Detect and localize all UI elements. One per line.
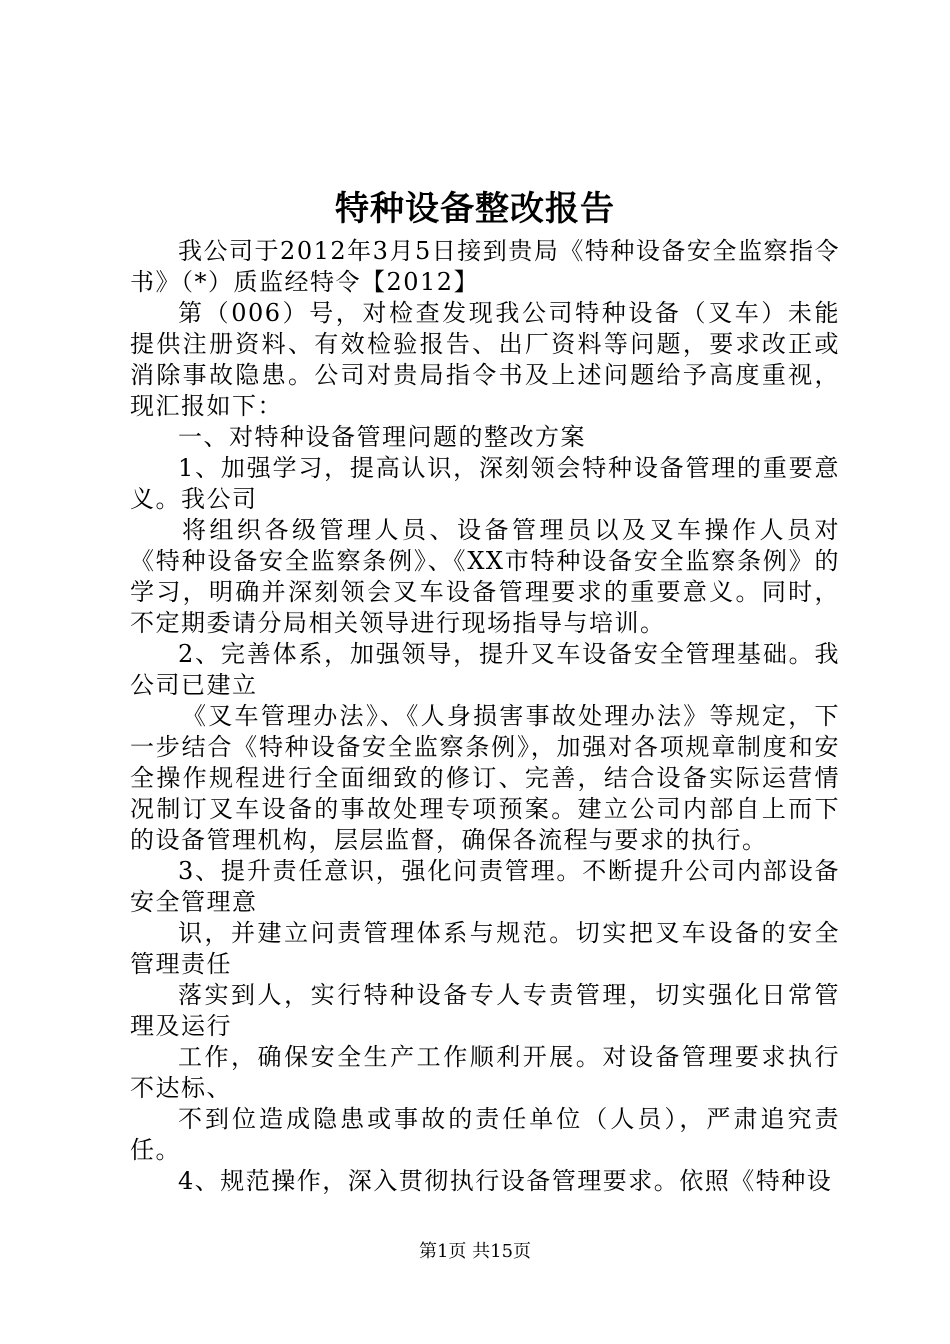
paragraph: 将组织各级管理人员、设备管理员以及叉车操作人员对《特种设备安全监察条例》、《XX市特种设备安全监察条例》的学习，明确并深刻领会叉车设备管理要求的重要意义。同时，不定期委请分局相关领导进行现场指导与培训。 (130, 516, 840, 637)
paragraph: 第（006）号，对检查发现我公司特种设备（叉车）未能提供注册资料、有效检验报告、出厂资料等问题，要求改正或消除事故隐患。公司对贵局指令书及上述问题给予高度重视，现汇报如下： (130, 299, 840, 420)
paragraph: 4、规范操作，深入贯彻执行设备管理要求。依照《特种设 (178, 1167, 833, 1195)
section-heading: 一、对特种设备管理问题的整改方案 (178, 423, 586, 451)
paragraph: 识，并建立问责管理体系与规范。切实把叉车设备的安全管理责任 (130, 919, 840, 978)
document-title: 特种设备整改报告 (335, 189, 615, 229)
paragraph: 2、完善体系，加强领导，提升叉车设备安全管理基础。我公司已建立 (130, 640, 840, 699)
paragraph: 1、加强学习，提高认识，深刻领会特种设备管理的重要意义。我公司 (130, 454, 840, 513)
paragraph: 3、提升责任意识，强化问责管理。不断提升公司内部设备安全管理意 (130, 857, 840, 916)
paragraph: 我公司于2012年3月5日接到贵局《特种设备安全监察指令书》（*）质监经特令【2012】 (130, 237, 840, 296)
page-number-label: 第1页 共15页 (418, 1241, 532, 1262)
paragraph: 《叉车管理办法》、《人身损害事故处理办法》等规定，下一步结合《特种设备安全监察条例》，加强对各项规章制度和安全操作规程进行全面细致的修订、完善，结合设备实际运营情况制订叉车设备的事故处理专项预案。建立公司内部自上而下的设备管理机构，层层监督，确保各流程与要求的执行。 (130, 702, 840, 854)
document-body (130, 236, 840, 1197)
paragraph: 工作，确保安全生产工作顺利开展。对设备管理要求执行不达标、 (130, 1043, 840, 1102)
paragraph: 不到位造成隐患或事故的责任单位（人员），严肃追究责任。 (130, 1105, 840, 1164)
page-footer (0, 1240, 950, 1264)
paragraph: 落实到人，实行特种设备专人专责管理，切实强化日常管理及运行 (130, 981, 840, 1040)
